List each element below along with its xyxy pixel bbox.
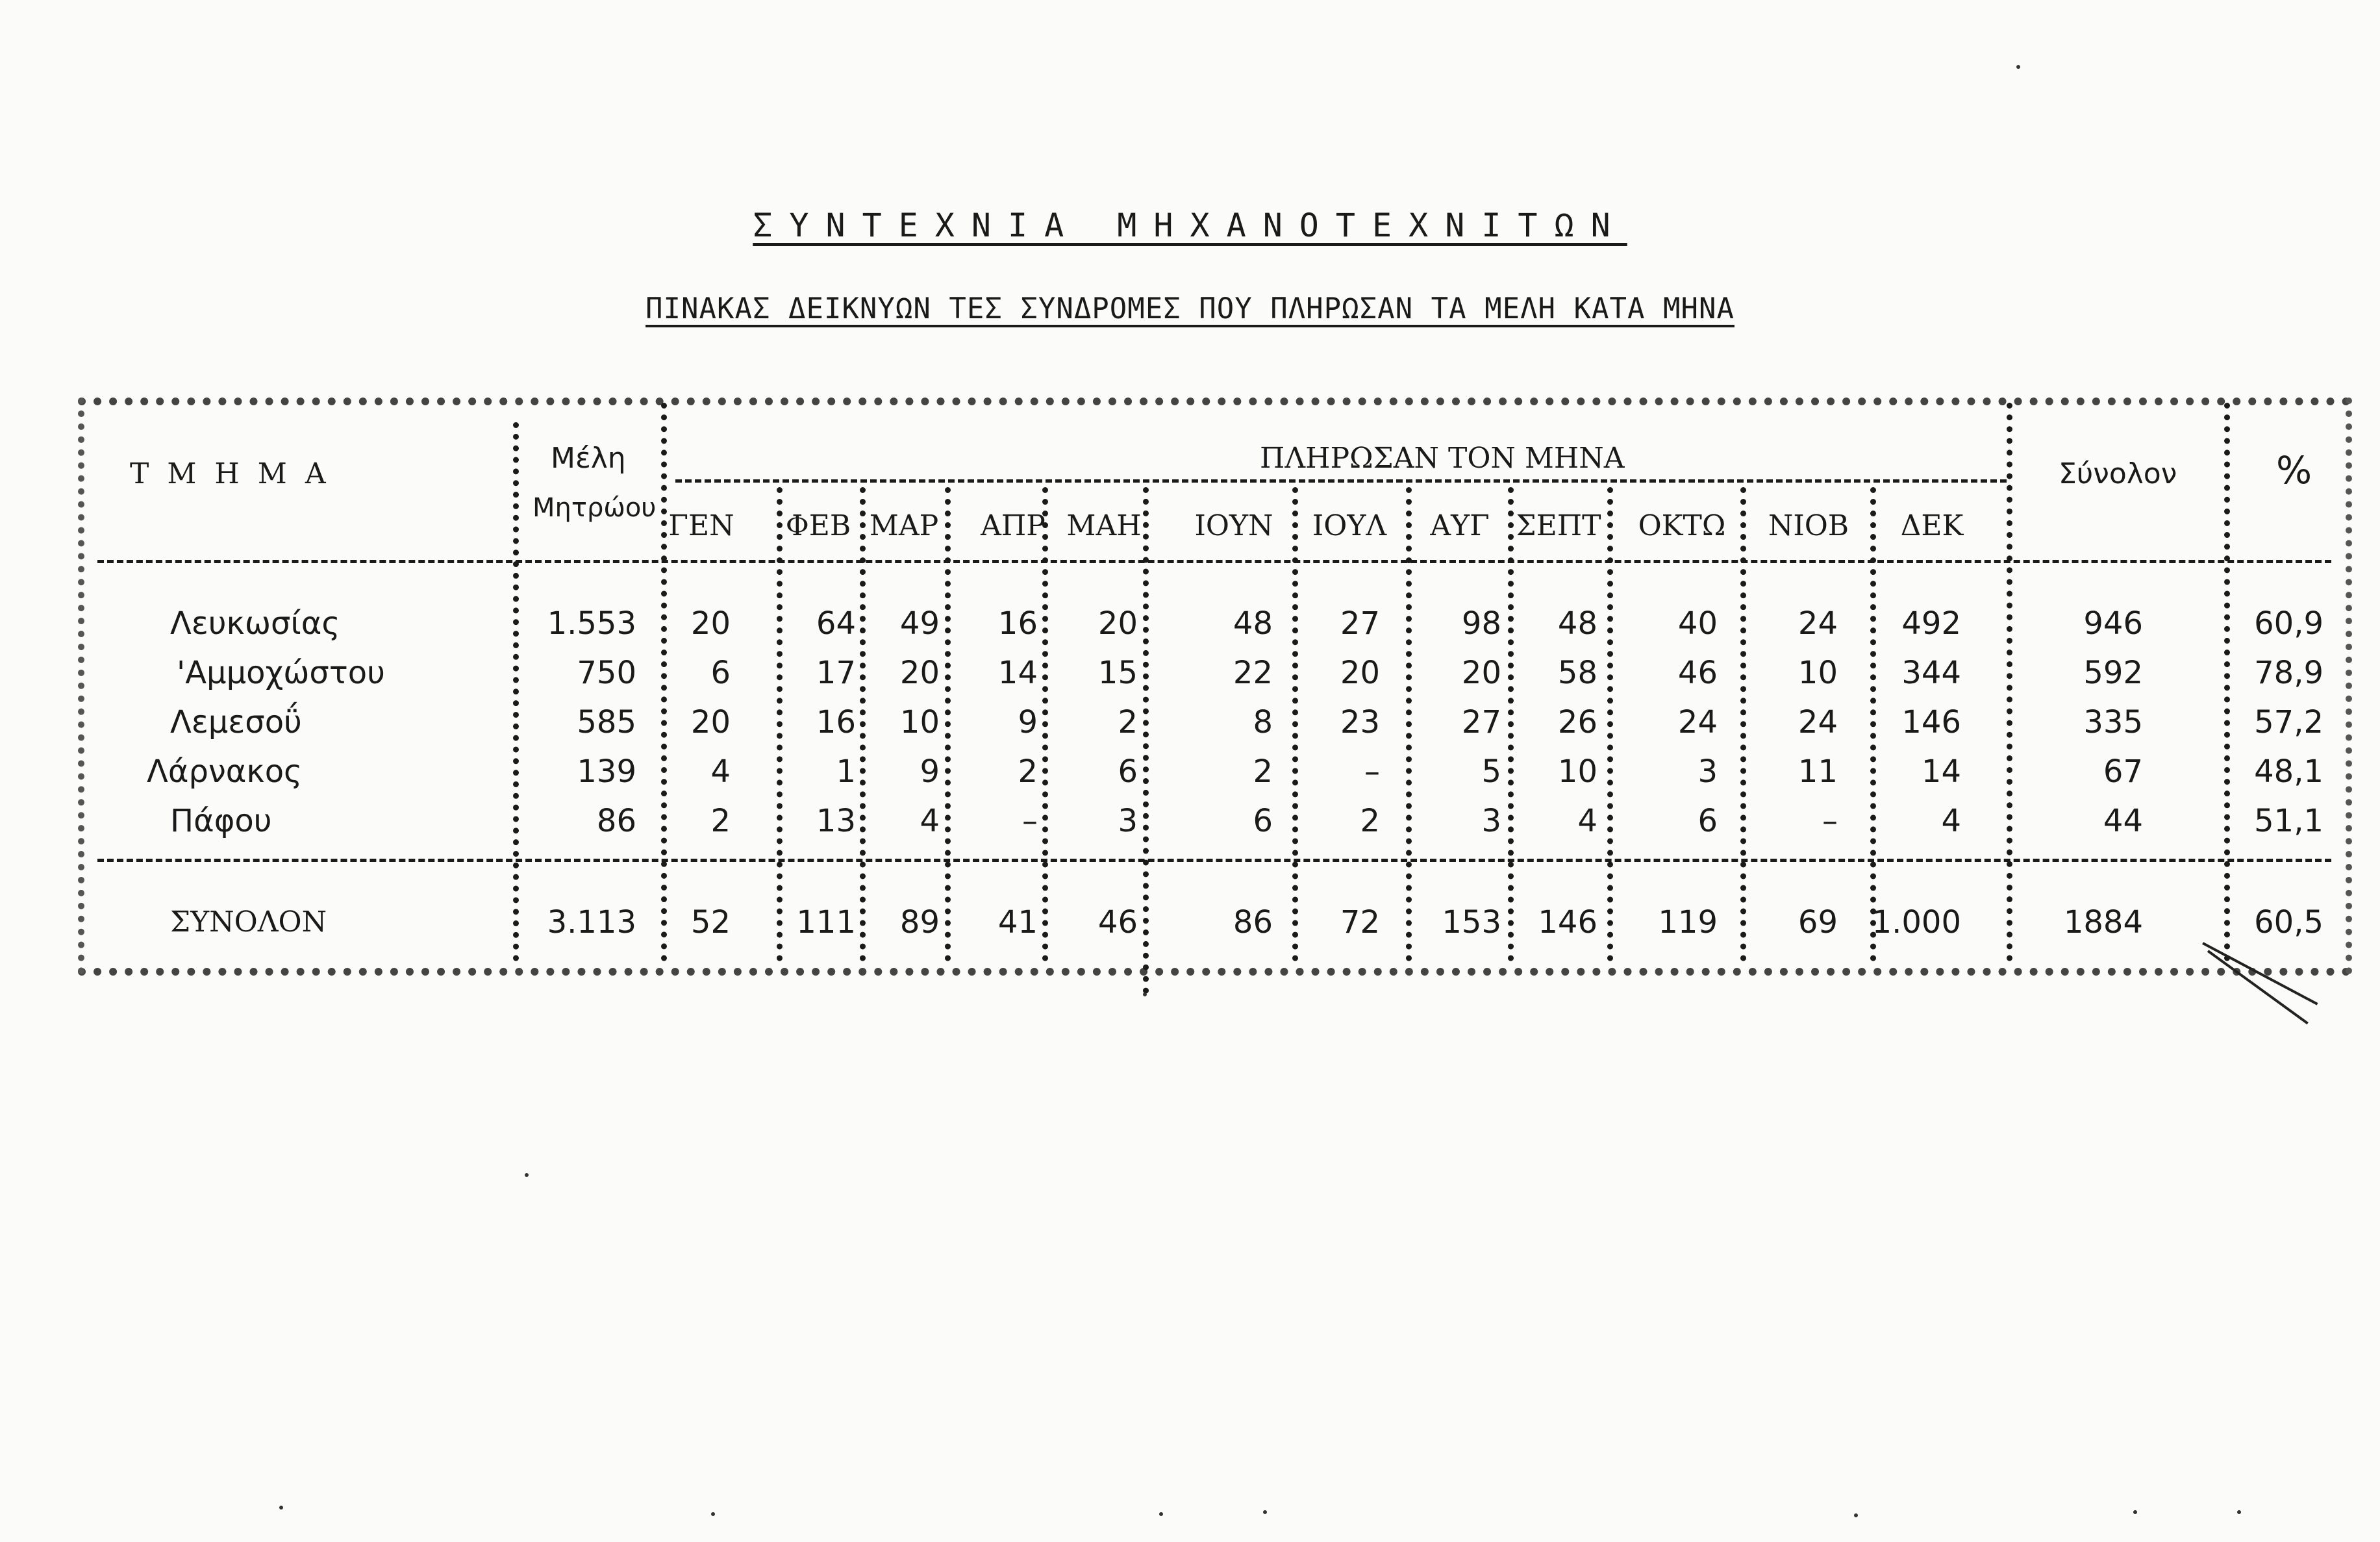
month-value: 10: [899, 704, 940, 740]
header-month: ΙΟΥΝ: [1194, 509, 1273, 542]
totals-month-value: 1.000: [1872, 904, 1961, 941]
department-name: 'Αμμοχώστου: [177, 655, 385, 691]
month-value: 344: [1901, 655, 1961, 691]
department-name: Λάρνακος: [147, 753, 303, 790]
month-value: 58: [1557, 655, 1597, 691]
month-value: 20: [1340, 655, 1380, 691]
totals-month-value: 119: [1658, 904, 1718, 941]
scan-speck: [1263, 1510, 1267, 1514]
totals-label: ΣΥΝΟΛΟΝ: [170, 905, 327, 939]
document-subtitle: ΠΙΝΑΚΑΣ ΔΕΙΚΝΥΩΝ ΤΕΣ ΣΥΝΔΡΟΜΕΣ ΠΟΥ ΠΛΗΡΩΣΑΝ ΤΑ ΜΕΛΗ ΚΑΤΑ ΜΗΝΑ: [645, 292, 1735, 325]
scan-speck: [2016, 65, 2020, 69]
month-value: 17: [816, 655, 856, 691]
month-value: 10: [1557, 753, 1597, 790]
totals-percent: 60,5: [2254, 904, 2324, 941]
header-month: ΝΙΟΒ: [1768, 509, 1849, 542]
scan-speck: [711, 1512, 715, 1516]
month-value: 6: [1118, 753, 1138, 790]
members-count: 585: [577, 704, 636, 740]
paid-group-underline: [675, 479, 2007, 483]
month-value: 13: [816, 803, 856, 839]
column-rule: [1143, 487, 1149, 994]
month-value: –: [1022, 803, 1038, 839]
month-value: 20: [1461, 655, 1501, 691]
scan-speck: [1143, 992, 1147, 996]
row-total: 44: [2103, 803, 2143, 839]
header-month: ΓΕΝ: [668, 509, 734, 542]
month-value: 20: [1097, 605, 1138, 642]
column-rule: [2007, 403, 2012, 961]
month-value: 4: [710, 753, 731, 790]
totals-total: 1884: [2063, 904, 2143, 941]
table-left-border: [78, 398, 84, 974]
check-mark: [2207, 950, 2309, 1024]
totals-month-value: 146: [1538, 904, 1597, 941]
scan-speck: [1854, 1513, 1858, 1517]
month-value: 8: [1253, 704, 1273, 740]
row-total: 592: [2083, 655, 2143, 691]
month-value: 4: [1941, 803, 1961, 839]
month-value: 20: [899, 655, 940, 691]
scan-speck: [279, 1506, 283, 1510]
month-value: –: [1822, 803, 1838, 839]
month-value: 10: [1798, 655, 1838, 691]
month-value: 2: [1253, 753, 1273, 790]
header-department: ΤΜΗΜΑ: [130, 457, 344, 490]
month-value: 64: [816, 605, 856, 642]
header-month: ΦΕΒ: [785, 509, 851, 542]
month-value: 9: [1018, 704, 1038, 740]
month-value: 4: [1577, 803, 1597, 839]
header-percent: %: [2276, 448, 2312, 492]
totals-month-value: 52: [690, 904, 731, 941]
row-total: 67: [2103, 753, 2143, 790]
month-value: 23: [1340, 704, 1380, 740]
month-value: 24: [1798, 605, 1838, 642]
header-month: ΑΥΓ: [1430, 509, 1490, 542]
month-value: 14: [1921, 753, 1961, 790]
header-members-line1: Μέλη: [551, 442, 626, 475]
month-value: 16: [816, 704, 856, 740]
month-value: 48: [1233, 605, 1273, 642]
row-percent: 78,9: [2254, 655, 2324, 691]
row-percent: 48,1: [2254, 753, 2324, 790]
month-value: 98: [1461, 605, 1501, 642]
month-value: 20: [690, 704, 731, 740]
month-value: 3: [1697, 753, 1718, 790]
row-total: 946: [2083, 605, 2143, 642]
department-name: Λεμεσοΰ: [170, 704, 302, 740]
month-value: 46: [1677, 655, 1718, 691]
totals-month-value: 69: [1798, 904, 1838, 941]
month-value: 5: [1481, 753, 1501, 790]
month-value: 3: [1481, 803, 1501, 839]
column-rule: [1607, 487, 1613, 961]
month-value: 14: [997, 655, 1038, 691]
header-month: ΙΟΥΛ: [1312, 509, 1387, 542]
department-name: Πάφου: [170, 803, 272, 839]
totals-month-value: 41: [997, 904, 1038, 941]
month-value: 2: [1118, 704, 1138, 740]
month-value: 2: [1018, 753, 1038, 790]
totals-month-value: 89: [899, 904, 940, 941]
totals-month-value: 153: [1442, 904, 1501, 941]
month-value: 24: [1677, 704, 1718, 740]
header-month: ΣΕΠΤ: [1516, 509, 1601, 542]
scan-speck: [1159, 1512, 1163, 1516]
header-month: ΟΚΤΩ: [1638, 509, 1726, 542]
row-percent: 51,1: [2254, 803, 2324, 839]
totals-separator: [97, 859, 2331, 862]
members-count: 1.553: [547, 605, 636, 642]
month-value: 146: [1901, 704, 1961, 740]
row-percent: 60,9: [2254, 605, 2324, 642]
totals-month-value: 86: [1233, 904, 1273, 941]
month-value: 1: [836, 753, 856, 790]
month-value: 6: [1253, 803, 1273, 839]
scan-speck: [2237, 1510, 2241, 1514]
month-value: 11: [1798, 753, 1838, 790]
month-value: 2: [710, 803, 731, 839]
month-value: –: [1364, 753, 1380, 790]
header-separator: [97, 560, 2331, 563]
department-name: Λευκωσίας: [170, 605, 340, 642]
header-month: ΜΑΡ: [869, 509, 939, 542]
month-value: 2: [1360, 803, 1380, 839]
month-value: 40: [1677, 605, 1718, 642]
month-value: 4: [920, 803, 940, 839]
month-value: 24: [1798, 704, 1838, 740]
month-value: 6: [710, 655, 731, 691]
month-value: 48: [1557, 605, 1597, 642]
header-members-line2: Μητρώου: [532, 493, 657, 523]
month-value: 3: [1118, 803, 1138, 839]
header-total: Σύνολον: [2059, 457, 2177, 490]
header-month: ΑΠΡ: [981, 509, 1046, 542]
scan-speck: [2133, 1510, 2137, 1514]
header-month: ΔΕΚ: [1900, 509, 1964, 542]
month-value: 6: [1697, 803, 1718, 839]
month-value: 26: [1557, 704, 1597, 740]
totals-month-value: 111: [796, 904, 856, 941]
scan-speck: [525, 1173, 529, 1177]
month-value: 9: [920, 753, 940, 790]
members-count: 139: [577, 753, 636, 790]
month-value: 492: [1901, 605, 1961, 642]
document-title: ΣΥΝΤΕΧΝΙΑ ΜΗΧΑΝΟΤΕΧΝΙΤΩΝ: [753, 207, 1627, 244]
month-value: 15: [1097, 655, 1138, 691]
members-count: 86: [596, 803, 636, 839]
month-value: 16: [997, 605, 1038, 642]
table-right-border: [2346, 398, 2352, 974]
table-bottom-border: [78, 968, 2351, 976]
month-value: 27: [1461, 704, 1501, 740]
totals-members: 3.113: [547, 904, 636, 941]
month-value: 22: [1233, 655, 1273, 691]
month-value: 27: [1340, 605, 1380, 642]
header-month: ΜΑΗ: [1066, 509, 1142, 542]
month-value: 49: [899, 605, 940, 642]
month-value: 20: [690, 605, 731, 642]
header-paid-group: ΠΛΗΡΩΣΑΝ ΤΟΝ ΜΗΝΑ: [1260, 442, 1625, 475]
row-total: 335: [2083, 704, 2143, 740]
totals-month-value: 72: [1340, 904, 1380, 941]
totals-month-value: 46: [1097, 904, 1138, 941]
row-percent: 57,2: [2254, 704, 2324, 740]
members-count: 750: [577, 655, 636, 691]
